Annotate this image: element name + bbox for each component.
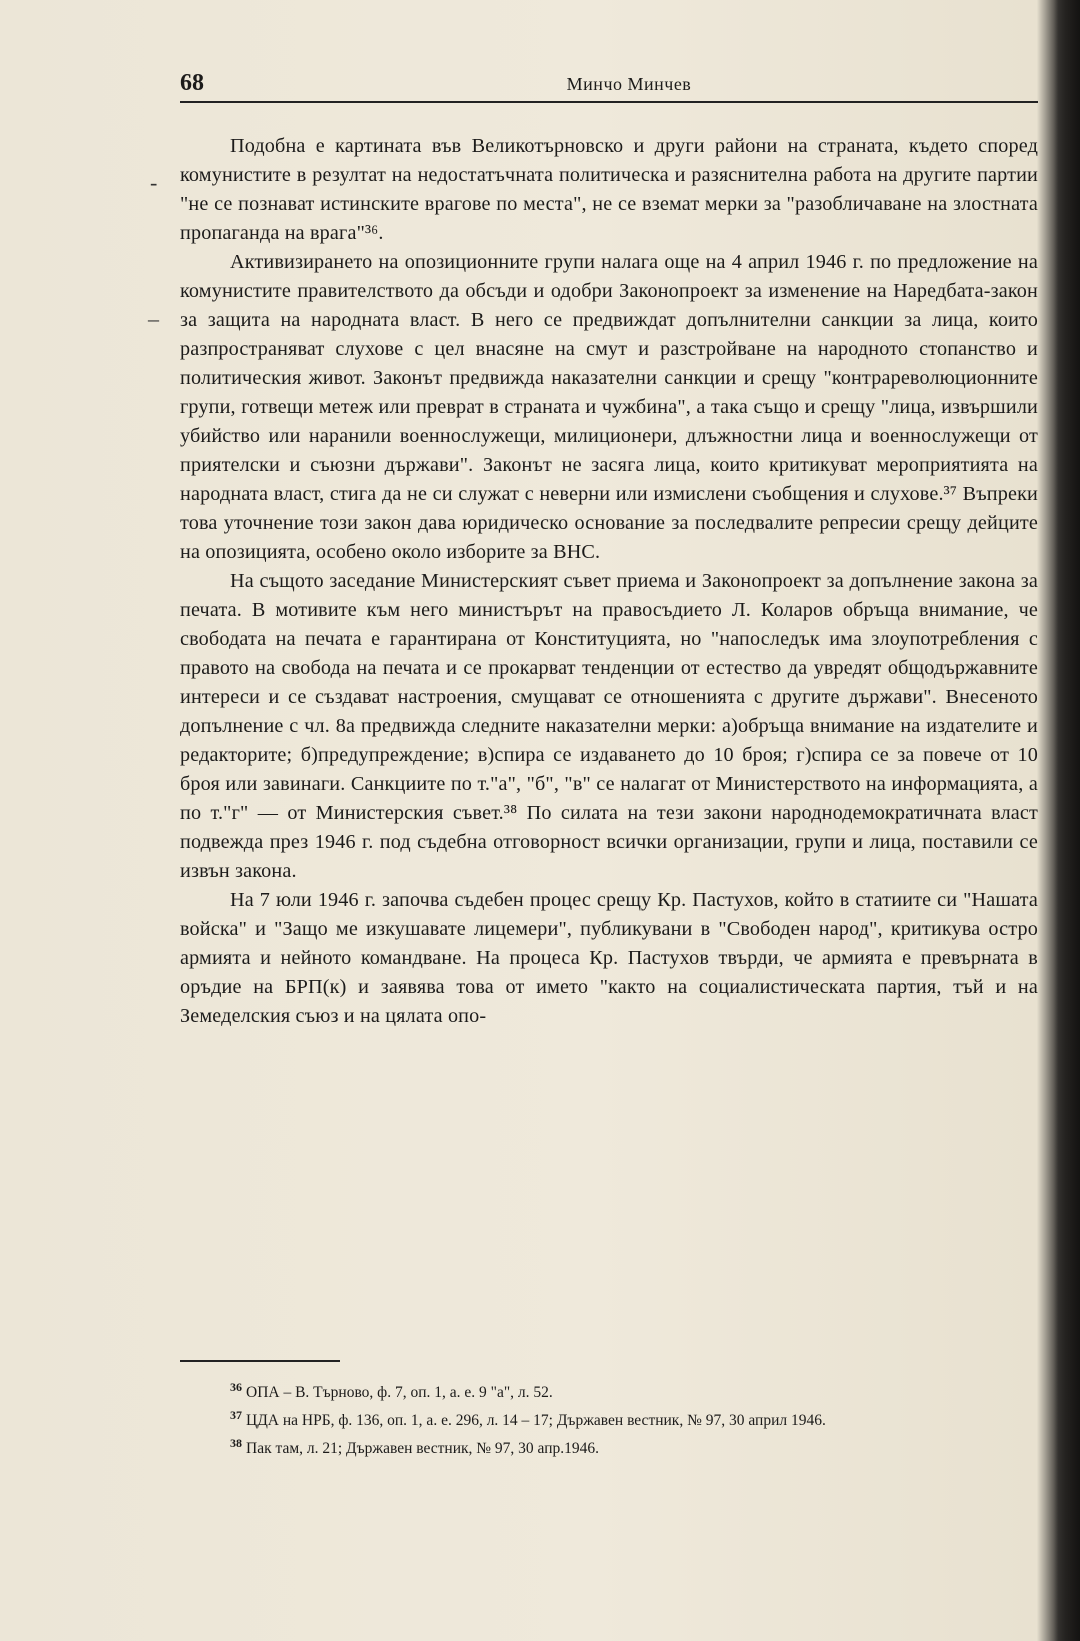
footnotes xyxy=(180,1376,1038,1460)
footnote xyxy=(180,1432,1038,1460)
running-head: Минчо Минчев xyxy=(566,74,692,94)
margin-mark: - xyxy=(150,170,158,195)
body-text xyxy=(180,132,1038,1031)
footnote-ref: 37 xyxy=(230,1408,242,1423)
footnote-text: Пак там, л. 21; Държавен вестник, № 97, 30 апр.1946. xyxy=(246,1440,600,1458)
margin-mark: – xyxy=(148,306,159,331)
paragraph: Активизирането на опозиционните групи налага още на 4 април 1946 г. по предложение на комунистите правителството да обсъди и одобри Законопроект за изменение на Наредбата-закон за защита на народната власт. В него се предвиждат допълнителни санкции за лица, които разпространяват слухове с цел внасяне на смут и разстройване на народното стопанство и политическия живот. Законът предвижда наказателни санкции и срещу "контрареволюционните групи, готвещи метеж или преврат в страната и чужбина", а така също и срещу "лица, извършили убийство или наранили военнослужещи, милиционери, длъжностни лица и военнослужещи от приятелски и съюзни държави". Законът не засяга лица, които критикуват мероприятията на народната власт, стига да не си служат с неверни или измислени съобщения и слухове.³⁷ Въпреки това уточнение този закон дава юридическо основание за последвалите репресии срещу дейците на опозицията, особено около изборите за ВНС. xyxy=(180,251,1038,563)
footnote-text: ОПА – В. Търново, ф. 7, оп. 1, а. е. 9 "а", л. 52. xyxy=(246,1384,553,1402)
footnote-ref: 36 xyxy=(230,1380,242,1394)
footnote xyxy=(180,1376,1038,1404)
page-number: 68 xyxy=(180,70,204,96)
page-header xyxy=(180,70,1038,104)
paragraph: На същото заседание Министерският съвет приема и Законопроект за допълнение закона за печата. В мотивите към него министърът на правосъдието Л. Коларов обръща внимание, че свободата на печата е гарантирана от Конституцията, но "напоследък има злоупотребления с правото на свобода на печата и се прокарват тенденции от естество да увредят общодържавните интереси и се създават настроения, смущават се отношенията с другите държави". Внесеното допълнение с чл. 8а предвижда следните наказателни мерки: а)обръща внимание на издателите и редакторите; б)предупреждение; в)спира се издаването до 10 броя; г)спира се за повече от 10 броя или завинаги. Санкциите по т."а", "б", "в" се налагат от Министерството на информацията, а по т."г" — от Министерския съвет.³⁸ По силата на тези закони народнодемократичната власт подвежда през 1946 г. под съдебна отговорност всички организации, групи и лица, поставили се извън закона. xyxy=(180,570,1038,882)
footnote-rule xyxy=(180,1360,340,1362)
footnote xyxy=(180,1404,1038,1432)
paragraph: На 7 юли 1946 г. започва съдебен процес срещу Кр. Пастухов, който в статиите си "Нашата войска" и "Защо ме изкушавате лицемери", публикувани в "Свободен народ", критикува остро армията и нейното командване. На процеса Кр. Пастухов твърди, че армията е превърната в оръдие на БРП(к) и заявява това от името "както на социалистическата партия, тъй и на Земеделския съюз и на цялата опо- xyxy=(180,889,1038,1027)
header-rule xyxy=(180,101,1038,103)
footnote-text: ЦДА на НРБ, ф. 136, оп. 1, а. е. 296, л. 14 – 17; Държавен вестник, № 97, 30 април 1946. xyxy=(246,1412,826,1430)
footnote-ref: 38 xyxy=(230,1436,242,1451)
page-edge-shadow xyxy=(1054,0,1080,1641)
paragraph: Подобна е картината във Великотърновско и други райони на страната, където според комунистите в резултат на недостатъчната политическа и разяснителна работа на другите партии "не се познават истинските врагове по места", не се вземат мерки за "разобличаване на злостната пропаганда на врага"³⁶. xyxy=(180,135,1038,244)
